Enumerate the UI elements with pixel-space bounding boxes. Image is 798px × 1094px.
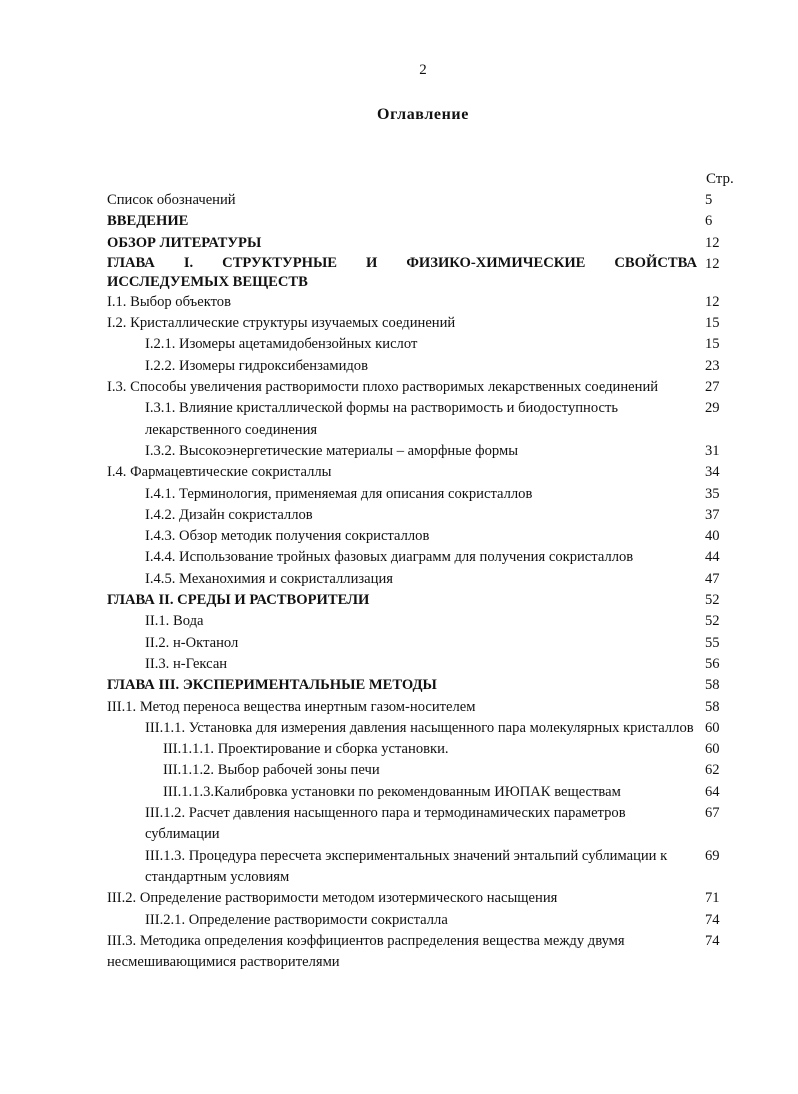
entry-page: 31 (705, 442, 720, 459)
entry-title: I.2.2. Изомеры гидроксибензамидов (145, 357, 368, 374)
entry-title: ГЛАВА II. СРЕДЫ И РАСТВОРИТЕЛИ (107, 592, 370, 609)
entry-title: II.1. Вода (145, 613, 204, 630)
entry-title: I.4.3. Обзор методик получения сокристаллов (145, 528, 430, 545)
entry-title: I.1. Выбор объектов (107, 293, 231, 310)
entry-page: 52 (705, 592, 720, 609)
entry-page: 58 (705, 698, 720, 715)
toc-entry-3-1[interactable] (107, 697, 747, 718)
toc-entry-1-2[interactable] (107, 313, 747, 334)
entry-page: 60 (705, 719, 720, 736)
entry-page: 47 (705, 570, 720, 587)
entry-page: 35 (705, 485, 720, 502)
toc-entry-3-1-1-2[interactable] (107, 760, 747, 781)
toc-entry-list-of-notations[interactable] (107, 190, 747, 211)
entry-page: 74 (705, 911, 720, 928)
entry-title: I.4.2. Дизайн сокристаллов (145, 506, 313, 523)
entry-page: 27 (705, 379, 720, 396)
toc-entry-2-1[interactable] (107, 611, 747, 632)
entry-title: I.4.1. Терминология, применяемая для описания сокристаллов (145, 485, 533, 502)
entry-page: 15 (705, 315, 720, 332)
entry-title: III.1.1.3.Калибровка установки по рекомендованным ИЮПАК веществам (163, 783, 621, 800)
entry-page: 52 (705, 613, 720, 630)
entry-title (107, 254, 697, 292)
toc-entry-2-2[interactable] (107, 633, 747, 654)
toc-entry-1-4[interactable] (107, 462, 747, 483)
toc-entry-1-2-2[interactable] (107, 356, 747, 377)
entry-title: III.1.1. Установка для измерения давления насыщенного пара молекулярных кристаллов (145, 719, 694, 736)
entry-title: I.2. Кристаллические структуры изучаемых соединений (107, 315, 456, 332)
entry-title: I.3.1. Влияние кристаллической формы на растворимость и биодоступность лекарственного соединения (145, 400, 619, 438)
toc-entry-1-3-1[interactable] (107, 398, 747, 441)
toc-entry-2-3[interactable] (107, 654, 747, 675)
toc-entry-chapter-2[interactable] (107, 590, 747, 611)
toc-entry-1-4-4[interactable] (107, 547, 747, 568)
entry-page: 29 (705, 400, 720, 417)
entry-title: I.3.2. Высокоэнергетические материалы – аморфные формы (145, 442, 519, 459)
entry-page: 40 (705, 528, 720, 545)
entry-page: 12 (705, 293, 720, 310)
entry-title-line-2: ИССЛЕДУЕМЫХ ВЕЩЕСТВ (107, 273, 308, 290)
table-of-contents (107, 190, 747, 973)
entry-title: I.3. Способы увеличения растворимости плохо растворимых лекарственных соединений (107, 379, 659, 396)
entry-page: 64 (705, 783, 720, 800)
page-title: Оглавление (377, 106, 469, 123)
entry-page: 60 (705, 741, 720, 758)
entry-page: 12 (705, 234, 720, 251)
toc-entry-3-2[interactable] (107, 888, 747, 909)
entry-page: 12 (705, 255, 720, 272)
entry-title: III.2. Определение растворимости методом изотермического насыщения (107, 890, 558, 907)
entry-title: III.3. Методика определения коэффициентов распределения вещества между двумя несмешивающимися растворителями (107, 932, 625, 971)
entry-title: ОБЗОР ЛИТЕРАТУРЫ (107, 234, 262, 251)
entry-page: 58 (705, 677, 720, 694)
toc-entry-3-3[interactable] (107, 931, 747, 974)
entry-title: III.2.1. Определение растворимости сокристалла (145, 911, 448, 928)
entry-title: Список обозначений (107, 192, 236, 208)
entry-title: I.4.4. Использование тройных фазовых диаграмм для получения сокристаллов (145, 549, 634, 566)
entry-title-line-1: ГЛАВА I. СТРУКТУРНЫЕ И ФИЗИКО-ХИМИЧЕСКИЕ СВОЙСТВА (107, 254, 697, 271)
toc-entry-chapter-3[interactable] (107, 675, 747, 696)
toc-entry-1-2-1[interactable] (107, 334, 747, 355)
toc-entry-introduction[interactable] (107, 211, 747, 232)
entry-title: III.1.1.2. Выбор рабочей зоны печи (163, 762, 380, 779)
toc-entry-3-1-2[interactable] (107, 803, 747, 846)
entry-page: 37 (705, 506, 720, 523)
entry-title: I.2.1. Изомеры ацетамидобензойных кислот (145, 336, 418, 353)
entry-page: 34 (705, 464, 720, 481)
toc-entry-3-2-1[interactable] (107, 910, 747, 931)
toc-entry-3-1-3[interactable] (107, 846, 747, 889)
entry-page: 56 (705, 655, 720, 672)
entry-page: 55 (705, 634, 720, 651)
entry-title: III.1.1.1. Проектирование и сборка установки. (163, 741, 449, 758)
toc-entry-1-4-3[interactable] (107, 526, 747, 547)
entry-page: 69 (705, 847, 720, 864)
entry-title: III.1.3. Процедура пересчета экспериментальных значений энтальпий сублимации к стандартным условиям (145, 847, 668, 885)
entry-page: 23 (705, 357, 720, 374)
entry-page: 67 (705, 805, 720, 822)
toc-entry-3-1-1-3[interactable] (107, 782, 747, 803)
toc-entry-chapter-1[interactable] (107, 254, 747, 292)
entry-page: 71 (705, 890, 720, 907)
entry-page: 62 (705, 762, 720, 779)
entry-title: III.1. Метод переноса вещества инертным газом-носителем (107, 698, 476, 715)
toc-entry-1-4-2[interactable] (107, 505, 747, 526)
toc-entry-3-1-1-1[interactable] (107, 739, 747, 760)
entry-title: ГЛАВА III. ЭКСПЕРИМЕНТАЛЬНЫЕ МЕТОДЫ (107, 677, 437, 694)
toc-entry-1-3[interactable] (107, 377, 747, 398)
toc-entry-1-3-2[interactable] (107, 441, 747, 462)
page-column-header: Стр. (706, 171, 734, 187)
toc-entry-1-4-1[interactable] (107, 484, 747, 505)
entry-page: 5 (705, 192, 713, 208)
entry-page: 74 (705, 932, 720, 949)
entry-page: 44 (705, 549, 720, 566)
entry-title: ВВЕДЕНИЕ (107, 213, 189, 230)
entry-title: II.2. н-Октанол (145, 634, 239, 651)
entry-page: 15 (705, 336, 720, 353)
toc-entry-1-4-5[interactable] (107, 569, 747, 590)
page-number: 2 (419, 62, 427, 78)
entry-title: I.4.5. Механохимия и сокристаллизация (145, 570, 393, 587)
entry-title: II.3. н-Гексан (145, 655, 228, 672)
toc-entry-1-1[interactable] (107, 292, 747, 313)
entry-title: I.4. Фармацевтические сокристаллы (107, 464, 332, 481)
entry-title: III.1.2. Расчет давления насыщенного пара и термодинамических параметров сублимации (145, 805, 626, 843)
entry-page: 6 (705, 213, 713, 230)
toc-entry-literature-review[interactable] (107, 233, 747, 254)
toc-entry-3-1-1[interactable] (107, 718, 747, 739)
